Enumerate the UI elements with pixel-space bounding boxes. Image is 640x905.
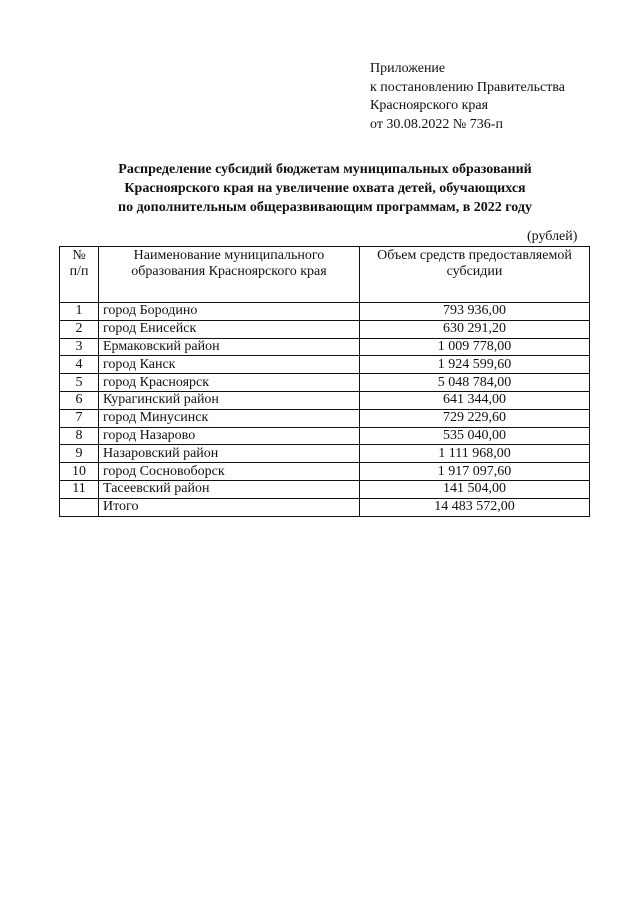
appendix-block — [370, 60, 565, 134]
subsidy-table — [59, 246, 590, 517]
row-municipality: город Енисейск — [99, 320, 360, 338]
row-amount: 1 111 968,00 — [360, 445, 590, 463]
row-amount: 793 936,00 — [360, 303, 590, 321]
row-amount: 729 229,60 — [360, 409, 590, 427]
row-municipality: Тасеевский район — [99, 480, 360, 498]
appendix-line: Красноярского края — [370, 98, 489, 113]
row-amount: 630 291,20 — [360, 320, 590, 338]
total-amount: 14 483 572,00 — [360, 498, 590, 516]
row-number: 7 — [60, 409, 99, 427]
table-row — [60, 480, 590, 498]
row-amount: 1 009 778,00 — [360, 338, 590, 356]
title-line: Красноярского края на увеличение охвата детей, обучающихся — [124, 181, 526, 196]
row-municipality: Курагинский район — [99, 391, 360, 409]
row-number: 2 — [60, 320, 99, 338]
row-amount: 1 924 599,60 — [360, 356, 590, 374]
appendix-line: от 30.08.2022 № 736-п — [370, 116, 503, 132]
row-municipality: Назаровский район — [99, 445, 360, 463]
row-number: 1 — [60, 303, 99, 321]
units-label: (рублей) — [527, 229, 578, 244]
table-header-row — [60, 247, 590, 303]
table-row — [60, 356, 590, 374]
row-number: 5 — [60, 374, 99, 392]
row-number: 4 — [60, 356, 99, 374]
table-row — [60, 427, 590, 445]
appendix-line: к постановлению Правительства — [370, 79, 566, 95]
row-municipality: город Красноярск — [99, 374, 360, 392]
title-line: по дополнительным общеразвивающим программам, в 2022 году — [118, 200, 532, 215]
table-row — [60, 445, 590, 463]
header-municipality: Наименование муниципального образования Красноярского края — [99, 247, 360, 303]
row-number: 6 — [60, 391, 99, 409]
document-title — [60, 160, 590, 217]
row-municipality: город Сосновоборск — [99, 463, 360, 481]
row-municipality: Ермаковский район — [99, 338, 360, 356]
title-line: Распределение субсидий бюджетам муниципальных образований — [118, 162, 532, 177]
table-body — [60, 303, 590, 517]
row-amount: 535 040,00 — [360, 427, 590, 445]
row-number: 9 — [60, 445, 99, 463]
row-number: 8 — [60, 427, 99, 445]
table-row — [60, 374, 590, 392]
table-total-row — [60, 498, 590, 516]
total-number-cell — [60, 498, 99, 516]
table-row — [60, 391, 590, 409]
row-municipality: город Бородино — [99, 303, 360, 321]
row-number: 11 — [60, 480, 99, 498]
row-municipality: город Назарово — [99, 427, 360, 445]
row-number: 3 — [60, 338, 99, 356]
table-row — [60, 338, 590, 356]
total-label: Итого — [99, 498, 360, 516]
table-row — [60, 320, 590, 338]
row-amount: 1 917 097,60 — [360, 463, 590, 481]
row-amount: 641 344,00 — [360, 391, 590, 409]
row-municipality: город Канск — [99, 356, 360, 374]
table-row — [60, 303, 590, 321]
row-number: 10 — [60, 463, 99, 481]
header-amount: Объем средств предоставляемой субсидии — [360, 247, 590, 303]
row-amount: 5 048 784,00 — [360, 374, 590, 392]
row-amount: 141 504,00 — [360, 480, 590, 498]
header-number: № п/п — [60, 247, 99, 303]
appendix-line: Приложение — [370, 61, 446, 76]
row-municipality: город Минусинск — [99, 409, 360, 427]
table-row — [60, 463, 590, 481]
table-row — [60, 409, 590, 427]
